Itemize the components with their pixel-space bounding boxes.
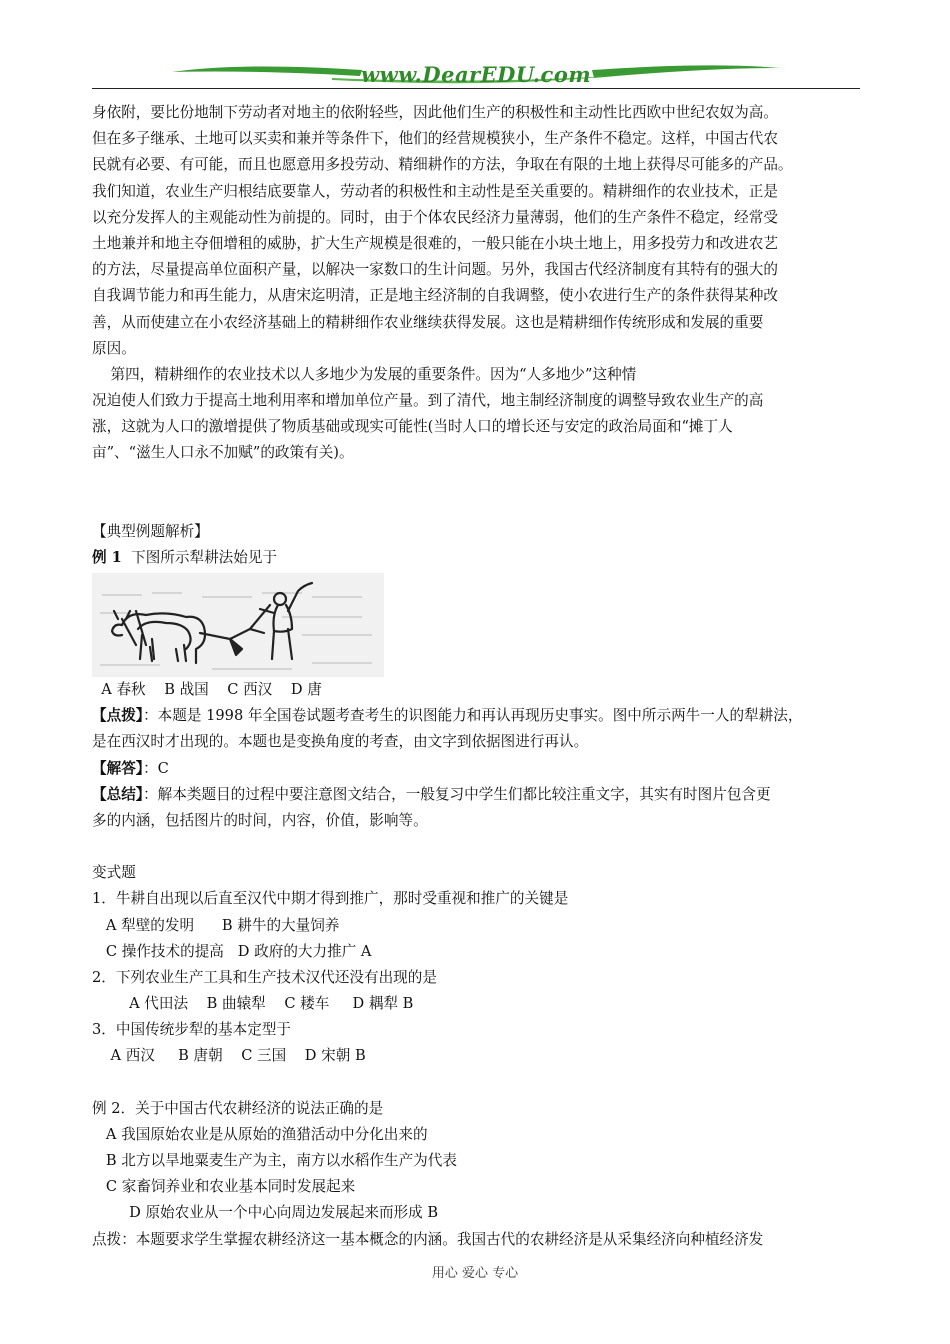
body-line: 第四，精耕细作的农业技术以人多地少为发展的重要条件。因为“人多地少”这种情 — [92, 365, 637, 383]
body-line: 身依附，要比份地制下劳动者对地主的依附轻些，因此他们生产的积极性和主动性比西欧中世纪农奴为高。 — [92, 104, 778, 121]
body-line: 民就有必要、有可能，而且也愿意用多投劳动、精细耕作的方法，争取在有限的土地上获得尽可能多的产品。 — [92, 156, 793, 174]
example-2-line: 例 2．关于中国古代农耕经济的说法正确的是 — [92, 1099, 384, 1117]
body-line: 善，从而使建立在小农经济基础上的精耕细作农业继续获得发展。这也是精耕细作传统形成和发展的重要 — [92, 313, 764, 331]
example-1-answer — [92, 756, 862, 782]
variant-line: A 西汉 B 唐朝 C 三国 D 宋朝 B — [92, 1047, 366, 1065]
example-1-question — [92, 545, 862, 571]
example-1-hint-line: 是在西汉时才出现的。本题也是变换角度的考查，由文字到依据图进行再认。 — [92, 733, 589, 751]
spacer — [92, 1070, 862, 1096]
example-1-hint-line — [92, 703, 862, 729]
example-1-summary-line: 多的内涵，包括图片的时间，内容，价值，影响等。 — [92, 811, 428, 829]
spacer — [92, 834, 862, 860]
answer-label: 【解答】 — [92, 759, 144, 777]
summary-label: 【总结】 — [92, 785, 144, 803]
body-line: 我们知道，农业生产归根结底要靠人，劳动者的积极性和主动性是至关重要的。精耕细作的农业技术，正是 — [92, 182, 778, 200]
page-content — [92, 100, 862, 1253]
example-2-line: C 家畜饲养业和农业基本同时发展起来 — [92, 1178, 356, 1196]
variant-line: 3．中国传统步犁的基本定型于 — [92, 1021, 292, 1039]
hint-text: ：本题是 1998 年全国卷试题考查考生的识图能力和再认再现历史事实。图中所示两牛一人的犁耕法， — [143, 707, 803, 725]
variant-line: 2．下列农业生产工具和生产技术汉代还没有出现的是 — [92, 968, 437, 986]
example-1-label: 例 1 — [92, 548, 122, 566]
body-line: 但在多子继承、土地可以买卖和兼并等条件下，他们的经营规模狭小，生产条件不稳定。这样，中国古代农 — [92, 130, 778, 148]
site-header-banner — [92, 58, 860, 92]
body-line: 涨，这就为人口的激增提供了物质基础或现实可能性(当时人口的增长还与安定的政治局面和“摊丁人 — [92, 418, 733, 436]
body-line: 土地兼并和地主夺佃增租的威胁，扩大生产规模是很难的，一般只能在小块土地上，用多投劳力和改进农艺 — [92, 234, 778, 252]
body-line: 况迫使人们致力于提高土地利用率和增加单位产量。到了清代，地主制经济制度的调整导致农业生产的高 — [92, 392, 764, 410]
example-2-line: B 北方以旱地粟麦生产为主，南方以水稻作生产为代表 — [92, 1152, 457, 1169]
example-1-question-text: 下图所示犁耕法始见于 — [121, 548, 278, 566]
answer-text: ：C — [143, 759, 169, 777]
variants-title: 变式题 — [92, 864, 136, 882]
page-footer: 用心 爱心 专心 — [431, 1266, 519, 1281]
hint-label: 【点拨】 — [92, 707, 144, 725]
body-line: 亩”、“滋生人口永不加赋”的政策有关)。 — [92, 444, 354, 462]
variant-line: A 犁壁的发明 B 耕牛的大量饲养 — [92, 916, 340, 934]
variant-line: C 操作技术的提高 D 政府的大力推广 A — [92, 942, 372, 960]
variant-line: A 代田法 B 曲辕犁 C 耧车 D 耦犁 B — [92, 995, 414, 1013]
body-line: 原因。 — [92, 339, 136, 357]
example-2-line: D 原始农业从一个中心向周边发展起来而形成 B — [92, 1204, 439, 1222]
summary-text: ：解本类题目的过程中要注意图文结合，一般复习中学生们都比较注重文字，其实有时图片包含更 — [143, 785, 771, 803]
example-1-summary-line — [92, 782, 862, 808]
ox-plough-illustration — [92, 573, 384, 677]
section-title: 【典型例题解析】 — [92, 522, 209, 540]
example-2-line: A 我国原始农业是从原始的渔猎活动中分化出来的 — [92, 1125, 428, 1143]
example-2-line: 点拨：本题要求学生掌握农耕经济这一基本概念的内涵。我国古代的农耕经济是从采集经济向种植经济发 — [92, 1230, 764, 1248]
plough-drawing-icon — [92, 573, 384, 677]
example-1-options: A 春秋 B 战国 C 西汉 D 唐 — [92, 681, 322, 698]
variant-line: 1．牛耕自出现以后直至汉代中期才得到推广，那时受重视和推广的关键是 — [92, 890, 569, 908]
header-rule — [92, 88, 860, 89]
body-line: 自我调节能力和再生能力，从唐宋迄明清，正是地主经济制的自我调整，使小农进行生产的条件获得某种改 — [92, 287, 778, 305]
body-line: 的方法，尽量提高单位面积产量，以解决一家数口的生计问题。另外，我国古代经济制度有其特有的强大的 — [92, 261, 778, 279]
site-logo-text: www.DearEDU.com — [360, 62, 592, 87]
spacer — [92, 467, 862, 519]
body-line: 以充分发挥人的主观能动性为前提的。同时，由于个体农民经济力量薄弱，他们的生产条件不稳定，经常受 — [92, 208, 778, 226]
